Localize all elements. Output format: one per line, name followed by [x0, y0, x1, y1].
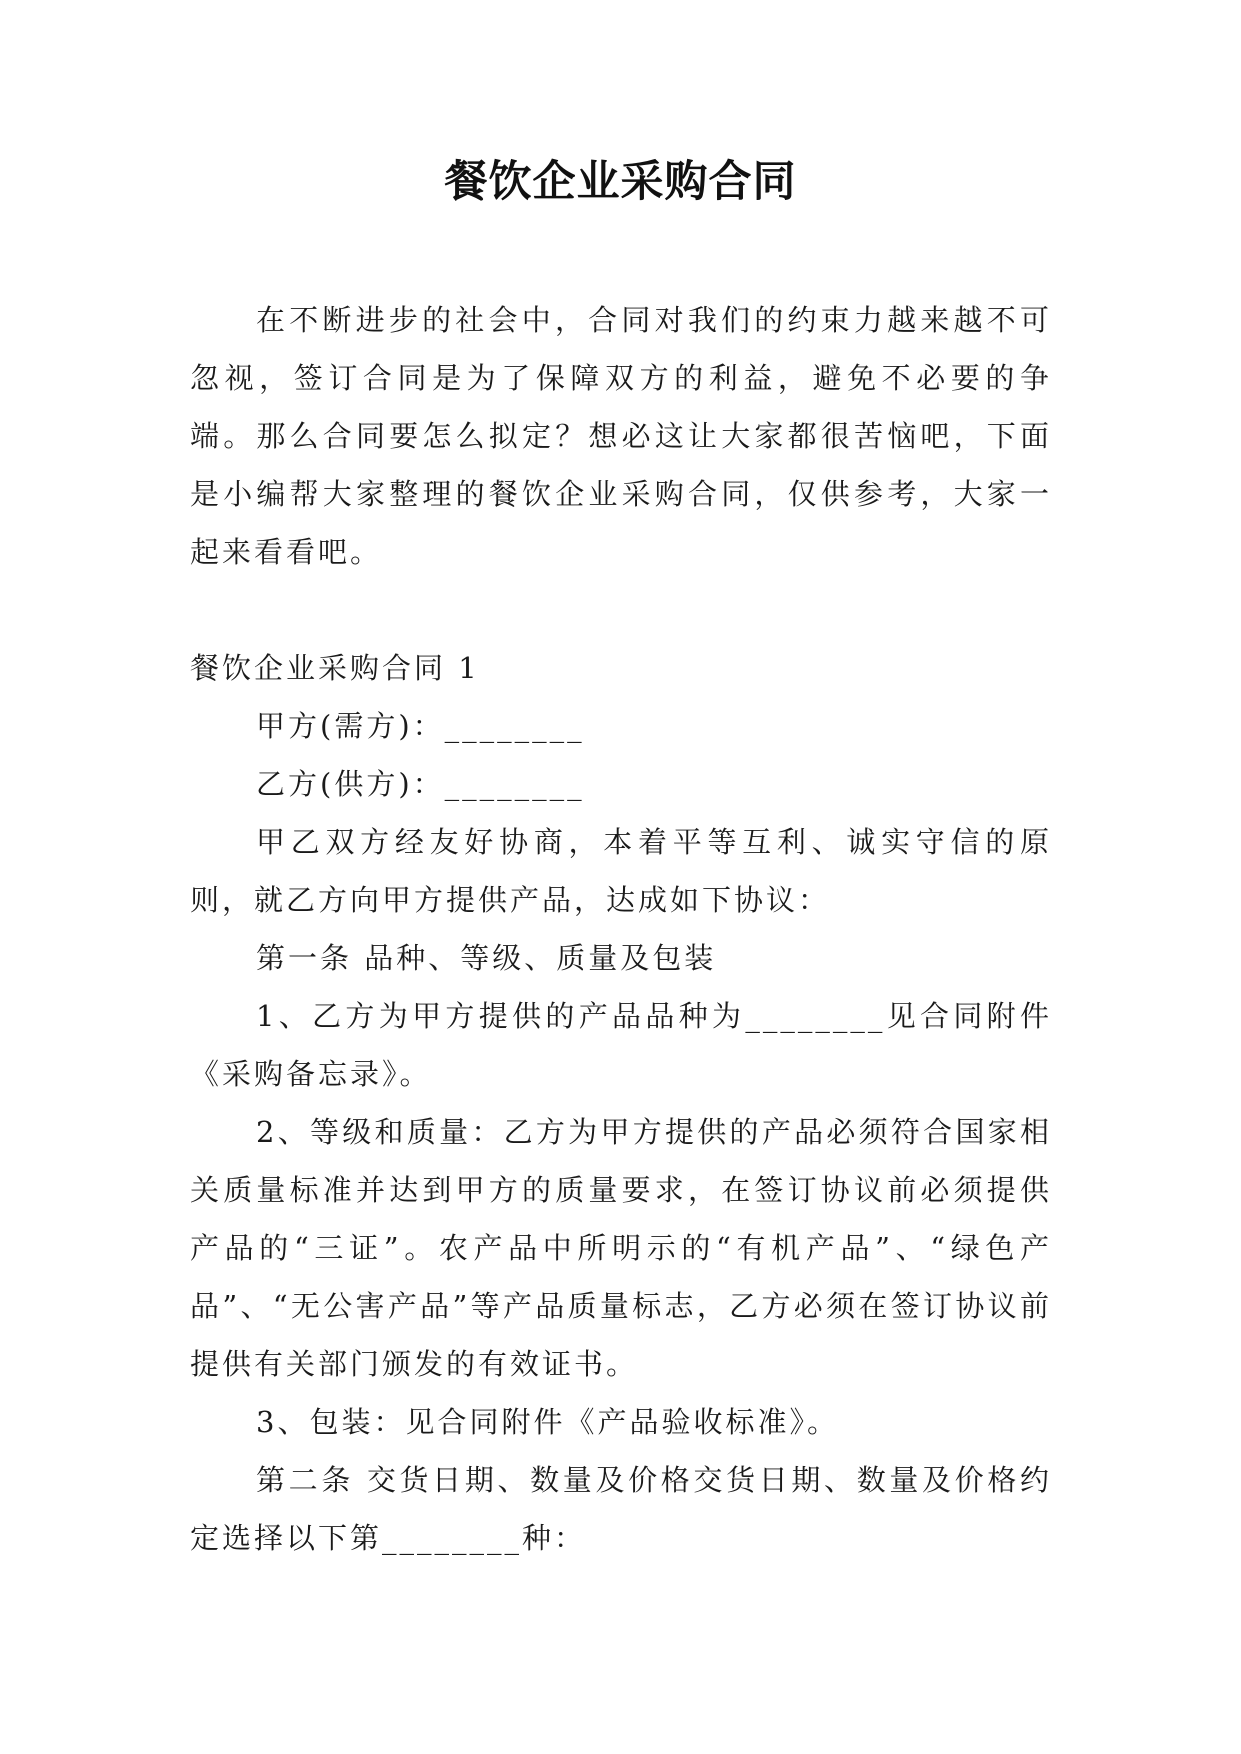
article-1-title: 第一条 品种、等级、质量及包装 — [256, 941, 717, 975]
article-1-item-2: 2、等级和质量：乙方为甲方提供的产品必须符合国家相关质量标准并达到甲方的质量要求，在签订协议前必须提供产品的“三证”。农产品中所明示的“有机产品”、“绿色产品”、“无公害产品”等产品质量标志，乙方必须在签订协议前提供有关部门颁发的有效证书。 — [190, 1115, 1052, 1381]
party-b-line: 乙方(供方)：________ — [256, 767, 585, 801]
document-title: 餐饮企业采购合同 — [444, 157, 797, 207]
article-1-item-3: 3、包装：见合同附件《产品验收标准》。 — [256, 1405, 839, 1439]
document-body — [190, 291, 1052, 1567]
preamble-paragraph: 甲乙双方经友好协商，本着平等互利、诚实守信的原则，就乙方向甲方提供产品，达成如下协议： — [190, 825, 1052, 917]
paragraph-gap — [190, 581, 1052, 639]
article-1-item-1: 1、乙方为甲方提供的产品品种为________见合同附件《采购备忘录》。 — [190, 999, 1052, 1091]
intro-paragraph: 在不断进步的社会中，合同对我们的约束力越来越不可忽视，签订合同是为了保障双方的利益，避免不必要的争端。那么合同要怎么拟定？想必这让大家都很苦恼吧，下面是小编帮大家整理的餐饮企业采购合同，仅供参考，大家一起来看看吧。 — [190, 303, 1052, 569]
article-2-paragraph: 第二条 交货日期、数量及价格交货日期、数量及价格约定选择以下第________种： — [190, 1463, 1052, 1555]
section-heading: 餐饮企业采购合同 1 — [190, 651, 480, 685]
party-a-line: 甲方(需方)：________ — [256, 709, 585, 743]
